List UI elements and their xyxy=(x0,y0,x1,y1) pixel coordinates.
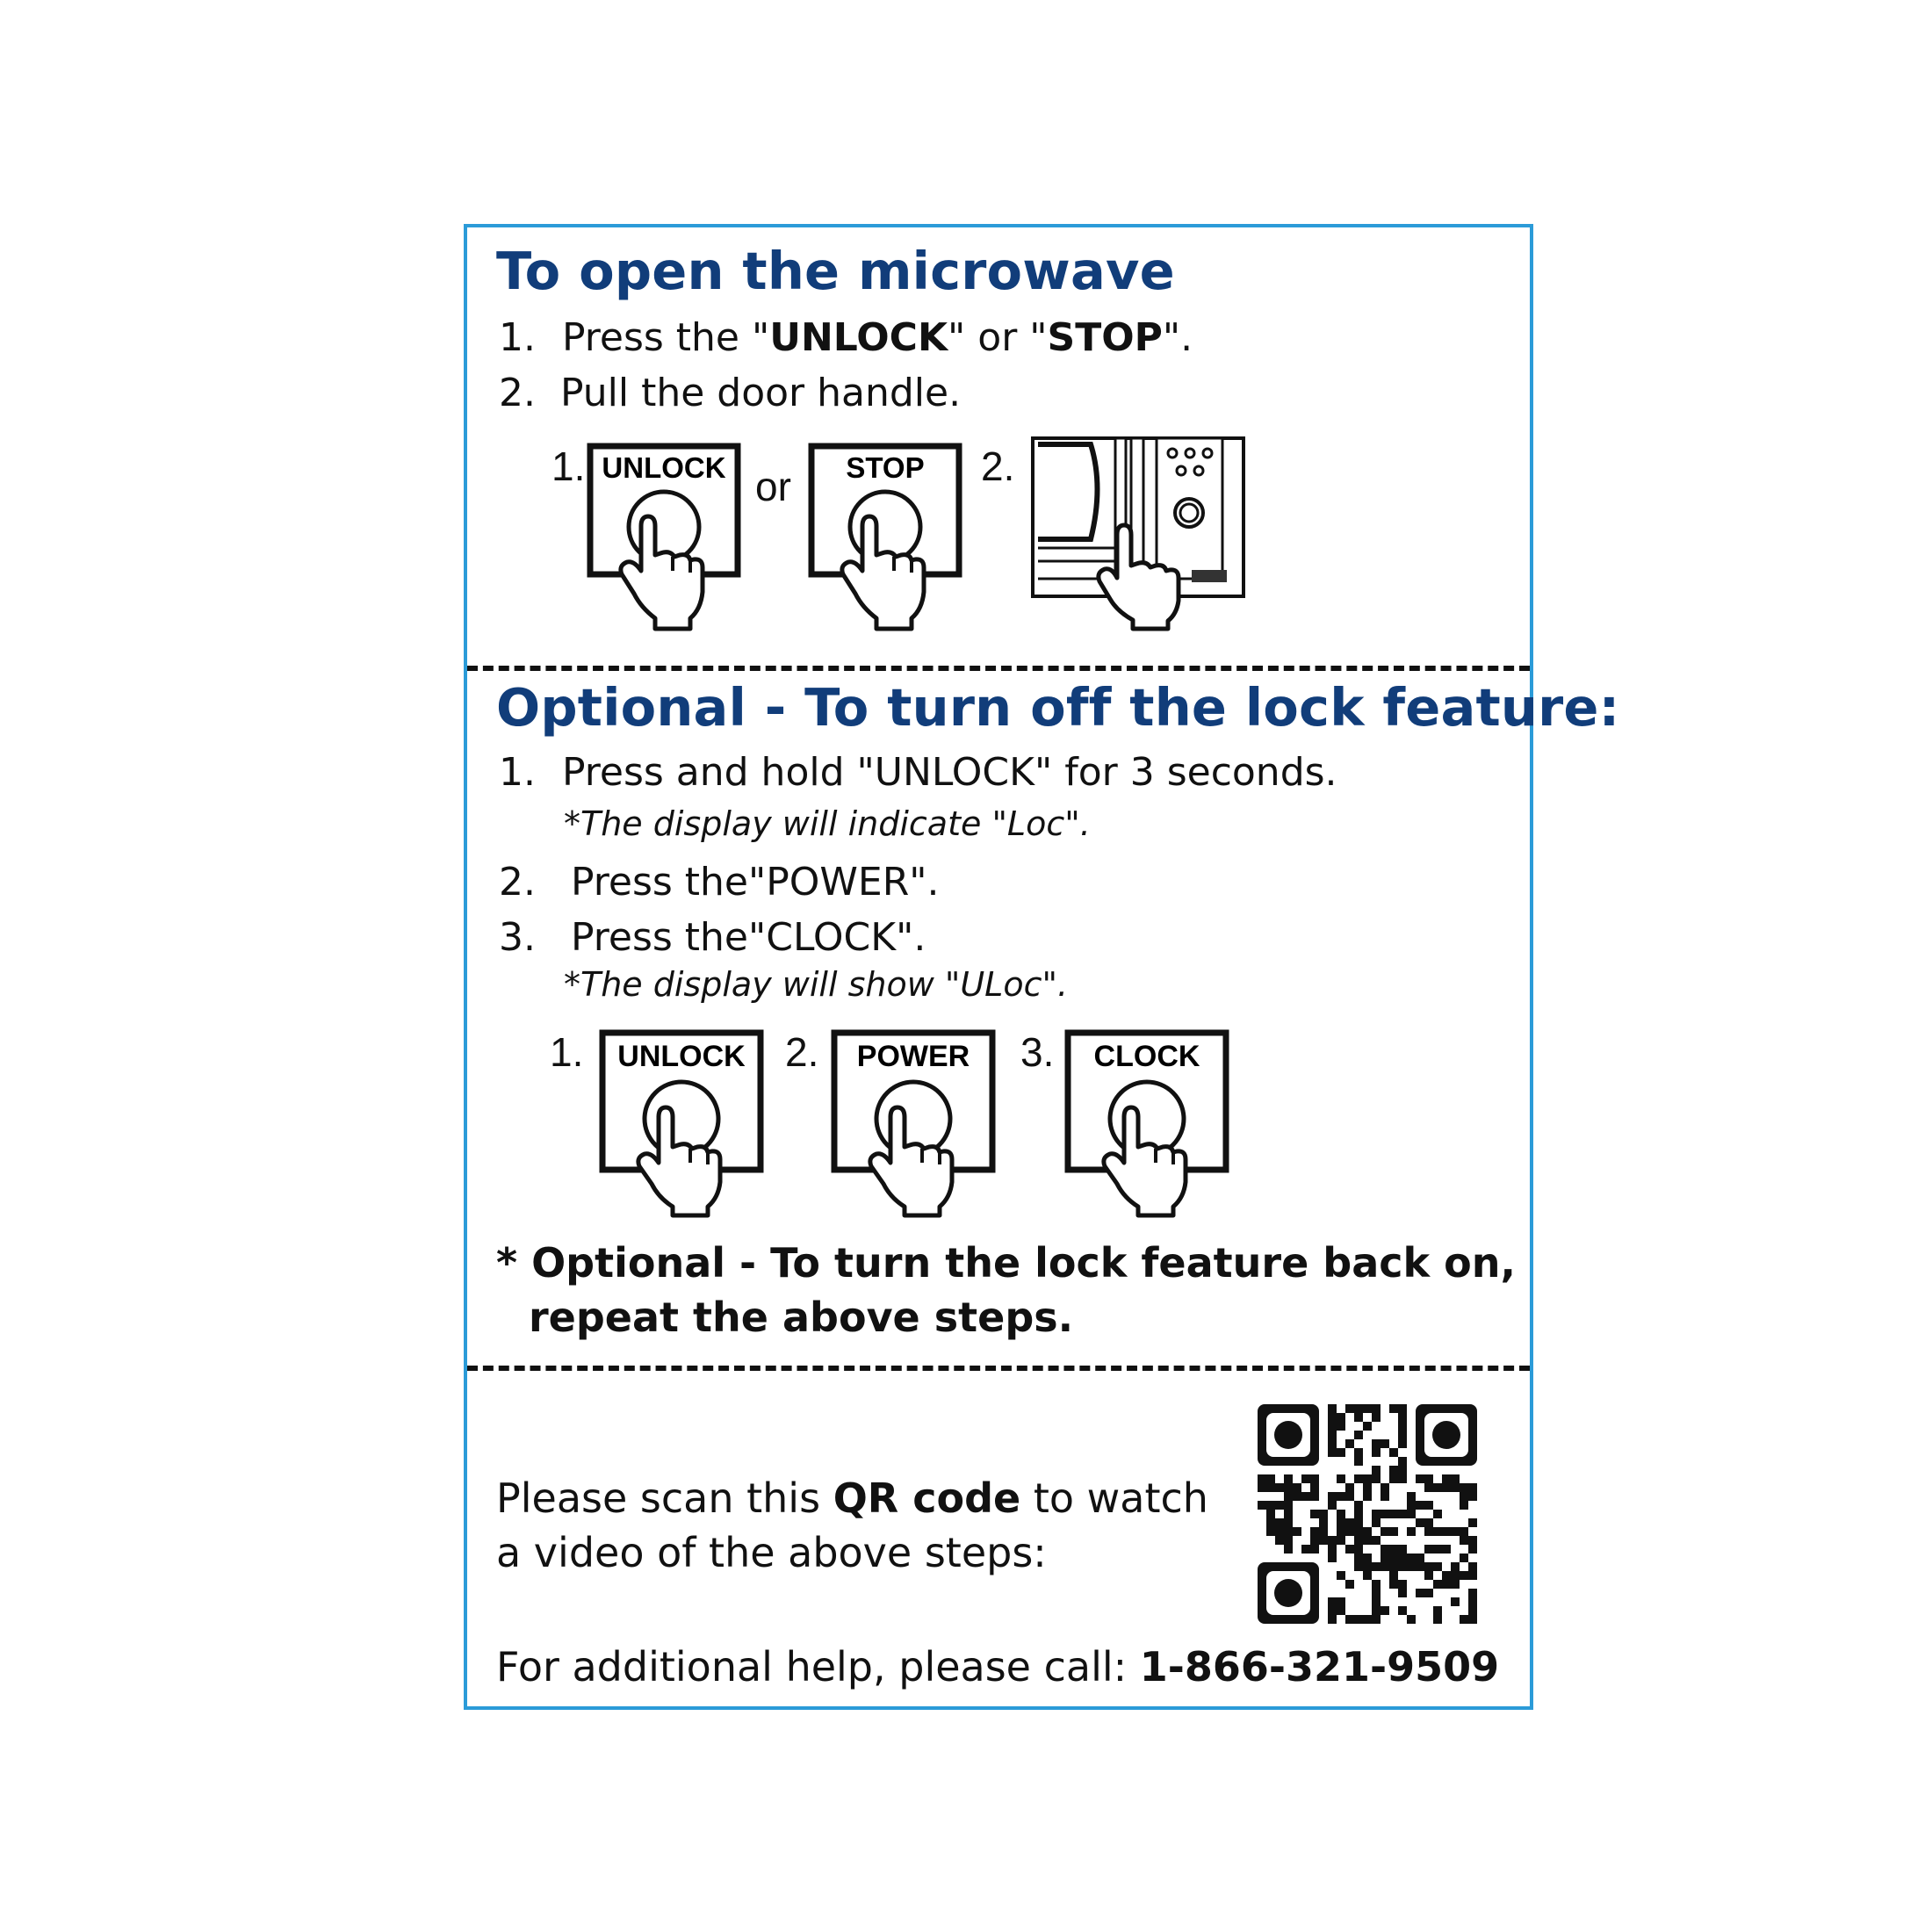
qr-finder-pattern xyxy=(1258,1404,1319,1466)
step-hold-unlock: Press and hold "UNLOCK" for 3 seconds. xyxy=(562,750,1337,795)
press-hand-icon xyxy=(587,443,745,631)
microwave-door-illustration xyxy=(1029,434,1249,635)
qr-code-image xyxy=(1258,1404,1477,1624)
scan-qr-text-line1: Please scan this QR code to watch xyxy=(496,1474,1208,1522)
step-number: 1. xyxy=(499,750,536,795)
or-label: or xyxy=(755,464,791,509)
svg-text:POWER: POWER xyxy=(856,1040,970,1073)
press-hand-icon xyxy=(599,1029,766,1218)
illustration-step-number: 1. xyxy=(551,443,586,489)
qr-finder-pattern xyxy=(1258,1562,1319,1624)
step-pull-door-handle: Pull the door handle. xyxy=(560,371,962,415)
qr-code[interactable] xyxy=(1258,1404,1477,1624)
step-press-unlock-or-stop: Press the "UNLOCK" or "STOP". xyxy=(562,315,1193,360)
section-divider xyxy=(467,666,1530,671)
illustration-step-number: 2. xyxy=(785,1029,819,1075)
instruction-card xyxy=(464,224,1620,1710)
optional-footnote-line1: * Optional - To turn the lock feature back on, xyxy=(496,1239,1516,1287)
microwave-icon xyxy=(1029,434,1249,631)
optional-footnote-line2: repeat the above steps. xyxy=(529,1294,1074,1341)
illustration-step-number: 1. xyxy=(550,1029,584,1075)
stop-button-illustration xyxy=(808,443,966,635)
step-number: 2. xyxy=(499,860,536,905)
display-uloc-note: *The display will show "ULoc". xyxy=(564,965,1069,1004)
svg-text:CLOCK: CLOCK xyxy=(1093,1040,1200,1073)
svg-text:UNLOCK: UNLOCK xyxy=(617,1040,746,1073)
illustration-step-number: 2. xyxy=(981,443,1015,489)
open-microwave-heading: To open the microwave xyxy=(496,241,1175,301)
illustration-step-number: 3. xyxy=(1020,1029,1055,1075)
unlock-button-illustration xyxy=(599,1029,766,1222)
step-number: 3. xyxy=(499,915,536,960)
step-press-power: Press the"POWER". xyxy=(571,860,940,905)
step-press-clock: Press the"CLOCK". xyxy=(571,915,926,960)
scan-qr-text-line2: a video of the above steps: xyxy=(496,1529,1047,1576)
qr-finder-pattern xyxy=(1416,1404,1477,1466)
clock-button-illustration xyxy=(1064,1029,1231,1222)
step-number: 1. xyxy=(499,315,536,360)
press-hand-icon xyxy=(1064,1029,1231,1218)
display-loc-note: *The display will indicate "Loc". xyxy=(564,804,1091,843)
section-divider xyxy=(467,1366,1530,1371)
press-hand-icon xyxy=(831,1029,998,1218)
svg-text:STOP: STOP xyxy=(846,451,925,484)
help-line: For additional help, please call: 1-866-321-9509 xyxy=(496,1643,1500,1690)
lock-feature-heading: Optional - To turn off the lock feature: xyxy=(496,677,1620,738)
unlock-button-illustration xyxy=(587,443,745,635)
help-phone-number[interactable]: 1-866-321-9509 xyxy=(1139,1643,1500,1690)
svg-text:UNLOCK: UNLOCK xyxy=(602,451,726,484)
press-hand-icon xyxy=(808,443,966,631)
step-number: 2. xyxy=(499,371,536,415)
power-button-illustration xyxy=(831,1029,998,1222)
